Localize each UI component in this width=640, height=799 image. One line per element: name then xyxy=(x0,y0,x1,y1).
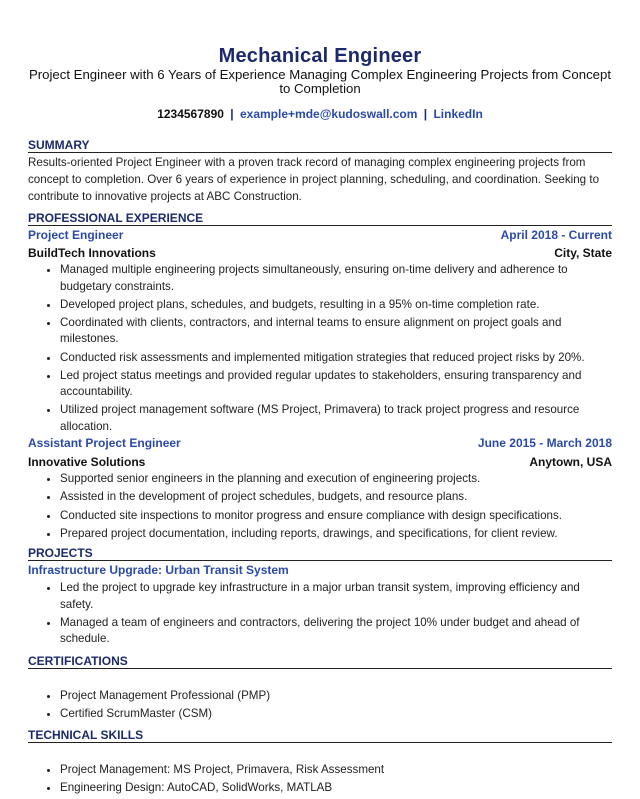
section-title-summary: SUMMARY xyxy=(28,139,612,153)
bullet-item: • Led project status meetings and provided regular updates to stakeholders, ensuring transparency and accountability. xyxy=(60,368,612,401)
job-location: Anytown, USA xyxy=(529,455,612,470)
summary-text: Results-oriented Project Engineer with a proven track record of managing complex engineering projects from concept to completion. Over 6 years of experience in project planning, scheduling, and coordination. Seeking to contribute to innovative projects at ABC Construction. xyxy=(28,156,600,203)
job-company: BuildTech Innovations xyxy=(28,246,156,260)
certification-item: • Certified ScrumMaster (CSM) xyxy=(60,706,612,723)
resume-tagline: Project Engineer with 6 Years of Experience Managing Complex Engineering Projects from Concept to Completion xyxy=(28,67,612,96)
job-bullets xyxy=(28,471,612,542)
job-subheader xyxy=(28,245,612,261)
job-header xyxy=(28,227,612,243)
certification-item: • Project Management Professional (PMP) xyxy=(60,688,612,705)
certification-list xyxy=(28,688,612,723)
linkedin-link[interactable]: LinkedIn xyxy=(433,107,483,121)
job-entry xyxy=(28,227,612,435)
bullet-item: • Conducted site inspections to monitor progress and ensure compliance with design specifications. xyxy=(60,508,612,525)
skill-item: • Project Management: MS Project, Primavera, Risk Assessment xyxy=(60,762,612,779)
contact-line xyxy=(28,106,612,122)
bullet-item: • Managed multiple engineering projects simultaneously, ensuring on-time delivery and adherence to budgetary constraints. xyxy=(60,262,612,295)
bullet-item: • Prepared project documentation, including reports, drawings, and specifications, for client review. xyxy=(60,526,612,543)
bullet-item: • Assisted in the development of project schedules, budgets, and resource plans. xyxy=(60,489,612,506)
section-title-certifications: CERTIFICATIONS xyxy=(28,655,612,669)
section-title-skills: TECHNICAL SKILLS xyxy=(28,729,612,743)
skills-list xyxy=(28,762,612,797)
bullet-item: • Supported senior engineers in the planning and execution of engineering projects. xyxy=(60,471,612,488)
job-location: City, State xyxy=(554,246,612,260)
bullet-item: • Conducted risk assessments and implemented mitigation strategies that reduced project risks by 20%. xyxy=(60,350,612,367)
bullet-item: • Coordinated with clients, contractors, and internal teams to ensure alignment on project goals and milestones. xyxy=(60,315,612,348)
bullet-item: • Utilized project management software (MS Project, Primavera) to track project progress and resource allocation. xyxy=(60,402,612,435)
job-title: Assistant Project Engineer xyxy=(28,436,181,451)
phone-number: 1234567890 xyxy=(157,107,224,121)
job-entry xyxy=(28,435,612,542)
contact-separator: | xyxy=(423,107,428,121)
contact-separator: | xyxy=(230,107,234,121)
section-title-projects: PROJECTS xyxy=(28,547,612,561)
job-company: Innovative Solutions xyxy=(28,455,146,470)
skill-item: • Engineering Design: AutoCAD, SolidWorks, MATLAB xyxy=(60,780,612,797)
email-link[interactable]: example+mde@kudoswall.com xyxy=(239,107,418,121)
job-header xyxy=(28,435,612,451)
job-dates: June 2015 - March 2018 xyxy=(477,436,612,451)
resume-name: Mechanical Engineer xyxy=(218,45,422,67)
job-dates: April 2018 - Current xyxy=(500,228,612,242)
resume-page xyxy=(28,44,612,798)
section-title-experience: PROFESSIONAL EXPERIENCE xyxy=(28,212,612,226)
bullet-item: • Developed project plans, schedules, and budgets, resulting in a 95% on-time completion rate. xyxy=(60,297,612,314)
project-title: Infrastructure Upgrade: Urban Transit System xyxy=(28,563,289,578)
bullet-item: • Managed a team of engineers and contractors, delivering the project 10% under budget and ahead of schedule. xyxy=(60,615,612,648)
job-title: Project Engineer xyxy=(28,228,124,242)
job-subheader xyxy=(28,454,612,470)
job-bullets xyxy=(28,262,612,435)
bullet-item: • Led the project to upgrade key infrastructure in a major urban transit system, improving efficiency and safety. xyxy=(60,580,612,613)
project-bullets xyxy=(28,580,612,648)
